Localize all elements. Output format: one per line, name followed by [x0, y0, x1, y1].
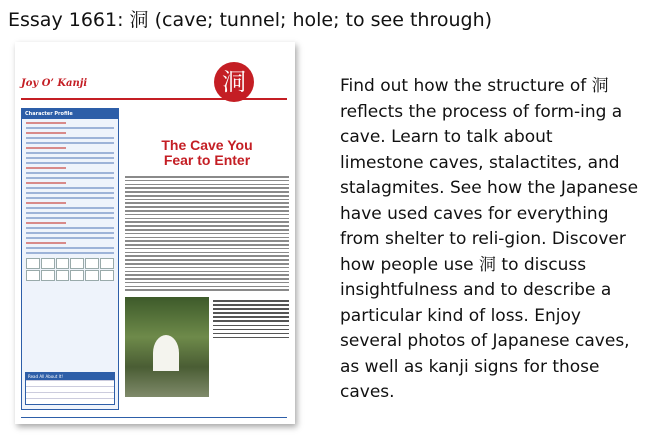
text-line: [125, 233, 289, 235]
caption-line: [213, 333, 289, 335]
cave-opening: [153, 335, 179, 371]
page-footer-rule: [21, 417, 287, 418]
text-line: [125, 187, 289, 189]
sidebar-text-line: [26, 167, 66, 169]
text-line: [125, 274, 289, 276]
text-line: [125, 271, 289, 273]
text-line: [125, 278, 289, 280]
text-line: [125, 244, 289, 246]
character-profile-title: Character Profile: [22, 109, 118, 119]
sidebar-text-line: [26, 202, 66, 204]
sidebar-text-line: [26, 252, 114, 254]
text-line: [125, 202, 289, 204]
text-line: [125, 176, 289, 178]
sidebar-text-line: [26, 187, 114, 189]
sidebar-text-line: [26, 132, 66, 134]
stroke-cell: [100, 270, 114, 281]
sidebar-text-line: [26, 217, 114, 219]
stroke-cell: [41, 270, 55, 281]
text-line: [125, 263, 289, 265]
text-line: [125, 240, 289, 242]
caption-line: [213, 304, 289, 306]
sidebar-text-line: [26, 207, 114, 209]
essay-thumbnail[interactable]: [15, 42, 295, 424]
essay-body-text: [125, 176, 289, 293]
text-line: [125, 248, 289, 250]
essay-title-line-2: Fear to Enter: [163, 152, 251, 168]
essay-heading: [8, 5, 492, 32]
caption-line: [213, 308, 289, 310]
stroke-cell: [56, 270, 70, 281]
stroke-cell: [41, 258, 55, 269]
text-line: [125, 237, 289, 239]
table-row: [26, 398, 114, 404]
text-line: [125, 229, 289, 231]
stroke-cell: [56, 258, 70, 269]
text-line: [125, 289, 289, 291]
stroke-cell: [26, 270, 40, 281]
stroke-cell: [85, 270, 99, 281]
sidebar-text-line: [26, 232, 114, 234]
essay-number: Essay 1661:: [8, 9, 130, 31]
sidebar-text-line: [26, 192, 114, 194]
text-line: [125, 210, 289, 212]
kanji-badge: 洞: [214, 62, 254, 102]
essay-title-line-1: The Cave You: [161, 137, 253, 153]
stroke-order-grid: [26, 258, 114, 281]
kanji-meaning: (cave; tunnel; hole; to see through): [148, 9, 493, 31]
text-line: [125, 221, 289, 223]
text-line: [125, 180, 289, 182]
stroke-cell: [26, 258, 40, 269]
sidebar-text-line: [26, 147, 66, 149]
cave-photo: [125, 297, 209, 397]
text-line: [125, 218, 289, 220]
sidebar-text-line: [26, 182, 66, 184]
text-line: [125, 214, 289, 216]
text-line: [125, 206, 289, 208]
header-rule: [21, 98, 287, 100]
text-line: [125, 191, 289, 193]
essay-description: Find out how the structure of 洞 reflects the process of form-ing a cave. Learn to talk about limestone caves, stalactites, and stalagmites. See how the Japanese have used caves for everything from shelter to reli-gion. Discover how people use 洞 to discuss insightfulness and to describe a particular kind of loss. Enjoy several photos of Japanese caves, as well as kanji signs for those caves.: [340, 76, 639, 402]
text-line: [125, 267, 289, 269]
caption-line: [213, 325, 289, 327]
sidebar-text-line: [26, 247, 114, 249]
text-line: [125, 286, 289, 288]
sidebar-text-line: [26, 177, 114, 179]
stroke-cell: [70, 258, 84, 269]
sidebar-text-line: [26, 242, 66, 244]
sidebar-text-line: [26, 152, 114, 154]
sidebar-text-line: [26, 127, 114, 129]
text-line: [125, 259, 289, 261]
caption-line: [213, 320, 289, 322]
sidebar-text-line: [26, 237, 114, 239]
sidebar-text-line: [26, 212, 114, 214]
sidebar-text-line: [26, 142, 114, 144]
text-line: [125, 199, 289, 201]
sidebar-text-line: [26, 172, 114, 174]
text-line: [125, 225, 289, 227]
sidebar-text-line: [26, 157, 114, 159]
stroke-cell: [70, 270, 84, 281]
photo-caption: [213, 300, 289, 341]
read-all-about-it-table: [25, 372, 115, 405]
essay-title: [127, 138, 287, 168]
sidebar-text-line: [26, 137, 114, 139]
sidebar-text-line: [26, 122, 66, 124]
caption-line: [213, 312, 289, 314]
caption-line: [213, 316, 289, 318]
read-all-about-it-title: Read All About It!: [26, 373, 114, 380]
text-line: [125, 184, 289, 186]
caption-line: [213, 329, 289, 331]
sidebar-text-line: [26, 197, 114, 199]
heading-kanji: 洞: [129, 9, 149, 31]
stroke-cell: [100, 258, 114, 269]
sidebar-text-line: [26, 162, 114, 164]
text-line: [125, 252, 289, 254]
joy-o-kanji-logo: Joy O’ Kanji: [21, 78, 88, 89]
text-line: [125, 282, 289, 284]
text-line: [125, 195, 289, 197]
caption-line: [213, 300, 289, 302]
stroke-cell: [85, 258, 99, 269]
sidebar-text-line: [26, 222, 66, 224]
caption-line: [213, 337, 289, 339]
character-profile-sidebar: [21, 108, 119, 410]
sidebar-text-line: [26, 227, 114, 229]
text-line: [125, 255, 289, 257]
